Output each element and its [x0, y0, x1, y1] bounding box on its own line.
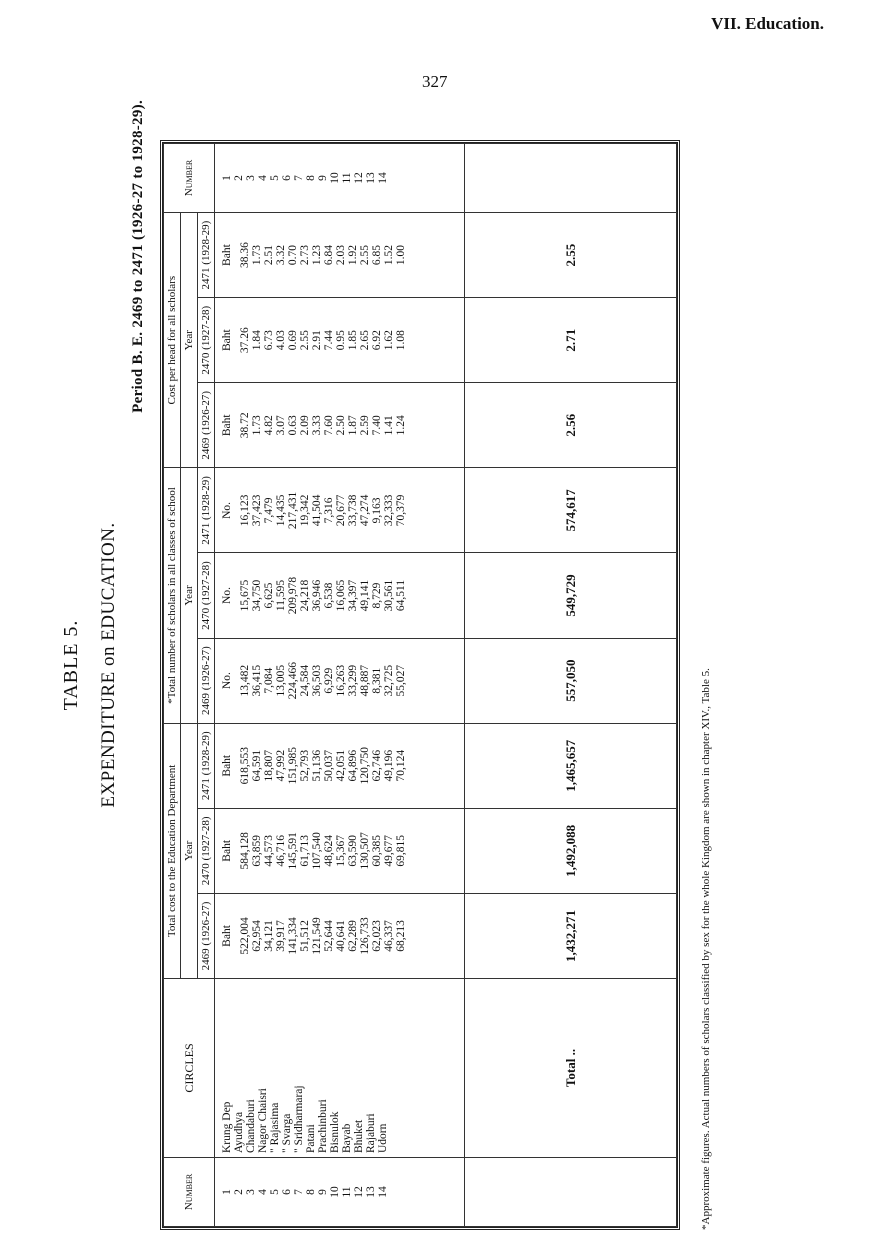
- total-s1: 557,050: [465, 638, 677, 723]
- table-cell-p1: 38.72: [239, 412, 251, 439]
- table-cell-c1: 39,917: [275, 920, 287, 952]
- table-cell-s2: 64,511: [395, 579, 407, 612]
- table-cell-s1: 6,929: [323, 667, 335, 694]
- circles-list: [215, 979, 465, 1158]
- table-cell-c1: 68,213: [395, 920, 407, 952]
- table-cell-s2: 30,561: [383, 579, 395, 612]
- table-cell-s3: 16,123: [239, 494, 251, 527]
- col-number-right: Number: [164, 144, 215, 213]
- table-cell-s2: 209,978: [287, 576, 299, 615]
- table-cell-s2: 15,675: [239, 579, 251, 612]
- table-cell-s3: 217,431: [287, 491, 299, 530]
- table-cell-n: 10: [329, 172, 341, 184]
- table-cell-p1: 7.40: [371, 415, 383, 436]
- table-cell-c2: 63,590: [347, 835, 359, 867]
- table-cell-s2: 34,750: [251, 579, 263, 612]
- table-cell-circle: Bisnulok: [329, 1111, 341, 1153]
- table-cell-p2: 2.55: [299, 330, 311, 351]
- table-cell-p3: 1.73: [251, 245, 263, 266]
- total-c3: 1,465,657: [465, 723, 677, 808]
- table-cell-p3: 2.55: [359, 245, 371, 266]
- table-cell-n: 2: [233, 175, 245, 181]
- table-cell-c3: 618,553: [239, 747, 251, 785]
- table-cell-s1: 13,482: [239, 664, 251, 697]
- table-cell-p3: 2.73: [299, 245, 311, 266]
- table-cell-c2: 63,859: [251, 835, 263, 867]
- col-circles: CIRCLES: [164, 979, 215, 1158]
- table-cell-n: 13: [365, 1186, 377, 1198]
- table-cell-s1: 36,503: [311, 664, 323, 697]
- table-cell-s3: 19,342: [299, 494, 311, 527]
- table-cell-c1: 40,641: [335, 920, 347, 952]
- scholars-y3-values: No. 16,123 37,423 7,479 14,435 217,431 19,342 41,504 7,316 20,677 33,738 47,274 9,163 32,333 70,379: [215, 468, 465, 553]
- table-cell-p1: 3.07: [275, 415, 287, 436]
- table-cell-c1: 62,289: [347, 920, 359, 952]
- table-cell-circle: Chandaburi: [245, 1099, 257, 1153]
- table-cell-c3: 62,746: [371, 749, 383, 782]
- total-num-blank-right: [465, 144, 677, 213]
- table-cell-p1: 1.41: [383, 415, 395, 436]
- table-cell-c1: 46,337: [383, 920, 395, 952]
- number-list-right: [215, 144, 465, 213]
- table-cell-p1: 1.73: [251, 415, 263, 436]
- table-cell-s1: 224,466: [287, 661, 299, 700]
- rotated-table-area: [60, 100, 820, 1230]
- table-cell-n: 1: [221, 1189, 233, 1195]
- col-group-scholars: *Total number of scholars in all classes of school: [164, 468, 181, 723]
- table-cell-c3: 52,793: [299, 749, 311, 782]
- table-cell-s3: 47,274: [359, 494, 371, 527]
- table-cell-circle: Ayudhya: [233, 1111, 245, 1153]
- cost-y1-values: Baht 522,004 62,954 34,121 39,917 141,334 51,512 121,549 52,644 40,641 62,289 126,733 62,023 46,337 68,213: [215, 893, 465, 978]
- perhead-y2-values: Baht 37.26 1.84 6.73 4.03 0.69 2.55 2.91 7.44 0.95 1.85 2.65 6.92 1.62 1.08: [215, 298, 465, 383]
- table-cell-c3: 64,896: [347, 749, 359, 782]
- table-cell-n: 9: [317, 175, 329, 181]
- table-cell-n: 8: [305, 1189, 317, 1195]
- table-cell-p1: 4.82: [263, 415, 275, 436]
- table-cell-circle: Rajaburi: [365, 1113, 377, 1153]
- table-cell-s1: 8,381: [371, 667, 383, 694]
- table-cell-p3: 38.36: [239, 242, 251, 268]
- table-cell-c2: 107,540: [311, 832, 323, 870]
- table-cell-p3: 1.00: [395, 245, 407, 266]
- table-cell-c3: 49,196: [383, 749, 395, 782]
- table-cell-s1: 16,263: [335, 664, 347, 697]
- total-s3: 574,617: [465, 468, 677, 553]
- cost-y2: 2470 (1927-28): [198, 808, 215, 893]
- table-cell-c2: 584,128: [239, 832, 251, 870]
- table-cell-circle: Krung Dep: [221, 1101, 233, 1153]
- table-cell-p2: 0.69: [287, 330, 299, 351]
- total-label: Total ..: [465, 979, 677, 1158]
- table-cell-c1: 51,512: [299, 920, 311, 952]
- table-cell-s2: 36,946: [311, 579, 323, 612]
- section-header: VII. Education.: [711, 14, 824, 33]
- scholars-y2: 2470 (1927-28): [198, 553, 215, 638]
- table-cell-p2: 2.91: [311, 330, 323, 351]
- table-cell-p2: 1.62: [383, 330, 395, 351]
- table-cell-s1: 7,084: [263, 667, 275, 694]
- table-cell-s3: 20,677: [335, 494, 347, 527]
- perhead-y3-values: Baht 38.36 1.73 2.51 3.32 0.70 2.73 1.23 6.84 2.03 1.92 2.55 6.85 1.52 1.00: [215, 213, 465, 298]
- table-title: TABLE 5.: [60, 619, 82, 711]
- table-cell-c1: 62,023: [371, 920, 383, 952]
- total-num-blank: [465, 1158, 677, 1227]
- table-cell-c2: 48,624: [323, 835, 335, 867]
- table-cell-s2: 16,065: [335, 579, 347, 612]
- perhead-y1: 2469 (1926-27): [198, 383, 215, 468]
- table-cell-p3: 0.70: [287, 245, 299, 266]
- table-cell-c3: 18,807: [263, 749, 275, 782]
- table-cell-s2: 8,729: [371, 582, 383, 609]
- table-cell-circle: Prachinburi: [317, 1099, 329, 1153]
- table-cell-s2: 24,218: [299, 579, 311, 612]
- table-cell-c1: 121,549: [311, 917, 323, 955]
- table-cell-n: 2: [233, 1189, 245, 1195]
- table-cell-s1: 32,725: [383, 664, 395, 697]
- total-s2: 549,729: [465, 553, 677, 638]
- table-cell-p1: 0.63: [287, 415, 299, 436]
- total-c1: 1,432,271: [465, 893, 677, 978]
- table-cell-s2: 49,141: [359, 579, 371, 612]
- table-cell-circle: Patani: [305, 1124, 317, 1153]
- table-cell-s2: 11,595: [275, 579, 287, 612]
- table-cell-s1: 36,415: [251, 664, 263, 697]
- table-cell-c1: 34,121: [263, 920, 275, 952]
- table-cell-p3: 1.52: [383, 245, 395, 266]
- table-cell-n: 5: [269, 1189, 281, 1195]
- table-cell-p1: 2.09: [299, 415, 311, 436]
- footnote: *Approximate figures. Actual numbers of scholars classified by sex for the whole Kingdom are shown in chapter XIV., Table 5.: [700, 668, 712, 1230]
- table-cell-c3: 42,051: [335, 749, 347, 782]
- cost-y1: 2469 (1926-27): [198, 893, 215, 978]
- perhead-year-label: Year: [181, 213, 198, 468]
- table-cell-circle: Bhuket: [353, 1119, 365, 1153]
- perhead-y2: 2470 (1927-28): [198, 298, 215, 383]
- scholars-year-label: Year: [181, 468, 198, 723]
- table-cell-n: 6: [281, 1189, 293, 1195]
- table-cell-p1: 2.50: [335, 415, 347, 436]
- table-cell-circle: " Svarga: [281, 1113, 293, 1153]
- table-cell-c3: 120,750: [359, 747, 371, 785]
- table-cell-s3: 70,379: [395, 494, 407, 527]
- table-cell-p2: 6.92: [371, 330, 383, 351]
- table-cell-n: 13: [365, 172, 377, 184]
- table-cell-c2: 46,716: [275, 835, 287, 867]
- table-cell-p2: 1.08: [395, 330, 407, 351]
- total-p3: 2.55: [465, 213, 677, 298]
- table-cell-c3: 51,136: [311, 749, 323, 782]
- table-cell-n: 11: [341, 172, 353, 184]
- table-cell-circle: Bayab: [341, 1123, 353, 1153]
- table-cell-circle: " Rajasima: [269, 1102, 281, 1153]
- table-cell-p2: 2.65: [359, 330, 371, 351]
- table-cell-c1: 52,644: [323, 920, 335, 952]
- col-group-perhead: Cost per head for all scholars: [164, 213, 181, 468]
- table-cell-c2: 44,573: [263, 835, 275, 867]
- table-cell-n: 12: [353, 1186, 365, 1198]
- scholars-y1-values: No. 13,482 36,415 7,084 13,005 224,466 24,584 36,503 6,929 16,263 33,299 48,887 8,381 32,725 55,027: [215, 638, 465, 723]
- table-cell-s3: 9,163: [371, 497, 383, 524]
- table-cell-c3: 50,037: [323, 749, 335, 782]
- table-cell-s1: 48,887: [359, 664, 371, 697]
- table-cell-s2: 6,538: [323, 582, 335, 609]
- table-cell-c2: 60,385: [371, 835, 383, 867]
- table-cell-n: 9: [317, 1189, 329, 1195]
- table-cell-c1: 126,733: [359, 917, 371, 955]
- table-cell-c3: 47,992: [275, 749, 287, 782]
- col-number-left: Number: [164, 1158, 215, 1227]
- scholars-y3: 2471 (1928-29): [198, 468, 215, 553]
- table-cell-s3: 7,479: [263, 497, 275, 524]
- table-cell-n: 12: [353, 172, 365, 184]
- table-cell-n: 11: [341, 1186, 353, 1198]
- table-cell-s3: 32,333: [383, 494, 395, 527]
- table-cell-c2: 49,677: [383, 835, 395, 867]
- table-cell-p3: 6.84: [323, 245, 335, 266]
- period-label: Period B. E. 2469 to 2471 (1926-27 to 1928-29).: [130, 100, 146, 413]
- table-cell-p1: 2.59: [359, 415, 371, 436]
- perhead-y1-values: Baht 38.72 1.73 4.82 3.07 0.63 2.09 3.33 7.60 2.50 1.87 2.59 7.40 1.41 1.24: [215, 383, 465, 468]
- table-cell-c3: 64,591: [251, 749, 263, 782]
- cost-y2-values: Baht 584,128 63,859 44,573 46,716 145,591 61,713 107,540 48,624 15,367 63,590 130,507 60,385 49,677 69,815: [215, 808, 465, 893]
- table-cell-n: 14: [377, 172, 389, 184]
- table-cell-p2: 7.44: [323, 330, 335, 351]
- table-cell-s1: 33,299: [347, 664, 359, 697]
- page-number: 327: [422, 72, 448, 91]
- table-cell-c2: 15,367: [335, 835, 347, 867]
- table-cell-p3: 6.85: [371, 245, 383, 266]
- table-cell-p3: 1.92: [347, 245, 359, 266]
- table-cell-p3: 3.32: [275, 245, 287, 266]
- table-cell-c2: 145,591: [287, 832, 299, 870]
- table-cell-c2: 69,815: [395, 835, 407, 867]
- table-cell-n: 7: [293, 1189, 305, 1195]
- table-cell-p2: 37.26: [239, 327, 251, 354]
- table-cell-s1: 55,027: [395, 664, 407, 697]
- table-cell-p3: 2.51: [263, 245, 275, 266]
- table-subtitle: EXPENDITURE on EDUCATION.: [98, 522, 119, 808]
- table-cell-s3: 7,316: [323, 497, 335, 524]
- table-cell-n: 1: [221, 175, 233, 181]
- table-cell-s2: 6,625: [263, 582, 275, 609]
- table-cell-n: 7: [293, 175, 305, 181]
- table-cell-n: 6: [281, 175, 293, 181]
- table-cell-p2: 6.73: [263, 330, 275, 351]
- table-cell-p3: 1.23: [311, 245, 323, 266]
- table-cell-p1: 1.87: [347, 415, 359, 436]
- table-cell-p2: 4.03: [275, 330, 287, 351]
- col-group-cost: Total cost to the Education Department: [164, 723, 181, 978]
- table-cell-s3: 33,738: [347, 494, 359, 527]
- cost-y3-values: Baht 618,553 64,591 18,807 47,992 151,985 52,793 51,136 50,037 42,051 64,896 120,750 62,746 49,196 70,124: [215, 723, 465, 808]
- table-cell-p1: 1.24: [395, 415, 407, 436]
- table-cell-p1: 3.33: [311, 415, 323, 436]
- cost-y3: 2471 (1928-29): [198, 723, 215, 808]
- table-cell-s3: 41,504: [311, 494, 323, 527]
- table-cell-c1: 141,334: [287, 917, 299, 955]
- table-cell-n: 10: [329, 1186, 341, 1198]
- table-cell-circle: Udorn: [377, 1123, 389, 1153]
- table-cell-n: 3: [245, 1189, 257, 1195]
- table-cell-n: 5: [269, 175, 281, 181]
- table-cell-c3: 70,124: [395, 749, 407, 782]
- table-cell-n: 4: [257, 1189, 269, 1195]
- scholars-y2-values: No. 15,675 34,750 6,625 11,595 209,978 24,218 36,946 6,538 16,065 34,397 49,141 8,729 30,561 64,511: [215, 553, 465, 638]
- table-cell-s3: 37,423: [251, 494, 263, 527]
- table-cell-n: 4: [257, 175, 269, 181]
- table-cell-n: 3: [245, 175, 257, 181]
- table-cell-c2: 130,507: [359, 832, 371, 870]
- table-cell-c1: 522,004: [239, 917, 251, 955]
- table-cell-s2: 34,397: [347, 579, 359, 612]
- table-cell-s1: 24,584: [299, 664, 311, 697]
- expenditure-table-frame: [160, 140, 680, 1230]
- scholars-y1: 2469 (1926-27): [198, 638, 215, 723]
- table-cell-circle: " Sridharmaraj: [293, 1085, 305, 1153]
- perhead-y3: 2471 (1928-29): [198, 213, 215, 298]
- table-cell-c2: 61,713: [299, 835, 311, 867]
- table-cell-c3: 151,985: [287, 747, 299, 785]
- table-cell-s3: 14,435: [275, 494, 287, 527]
- table-cell-p2: 1.85: [347, 330, 359, 351]
- table-cell-c1: 62,954: [251, 920, 263, 952]
- total-p1: 2.56: [465, 383, 677, 468]
- expenditure-table: [163, 143, 677, 1227]
- number-list-left: [215, 1158, 465, 1227]
- total-p2: 2.71: [465, 298, 677, 383]
- table-cell-s1: 13,005: [275, 664, 287, 697]
- table-cell-n: 14: [377, 1186, 389, 1198]
- table-cell-p3: 2.03: [335, 245, 347, 266]
- table-cell-p1: 7.60: [323, 415, 335, 436]
- table-cell-p2: 1.84: [251, 330, 263, 351]
- total-c2: 1,492,088: [465, 808, 677, 893]
- table-cell-circle: Nagor Chaisri: [257, 1088, 269, 1153]
- cost-year-label: Year: [181, 723, 198, 978]
- table-cell-p2: 0.95: [335, 330, 347, 351]
- table-cell-n: 8: [305, 175, 317, 181]
